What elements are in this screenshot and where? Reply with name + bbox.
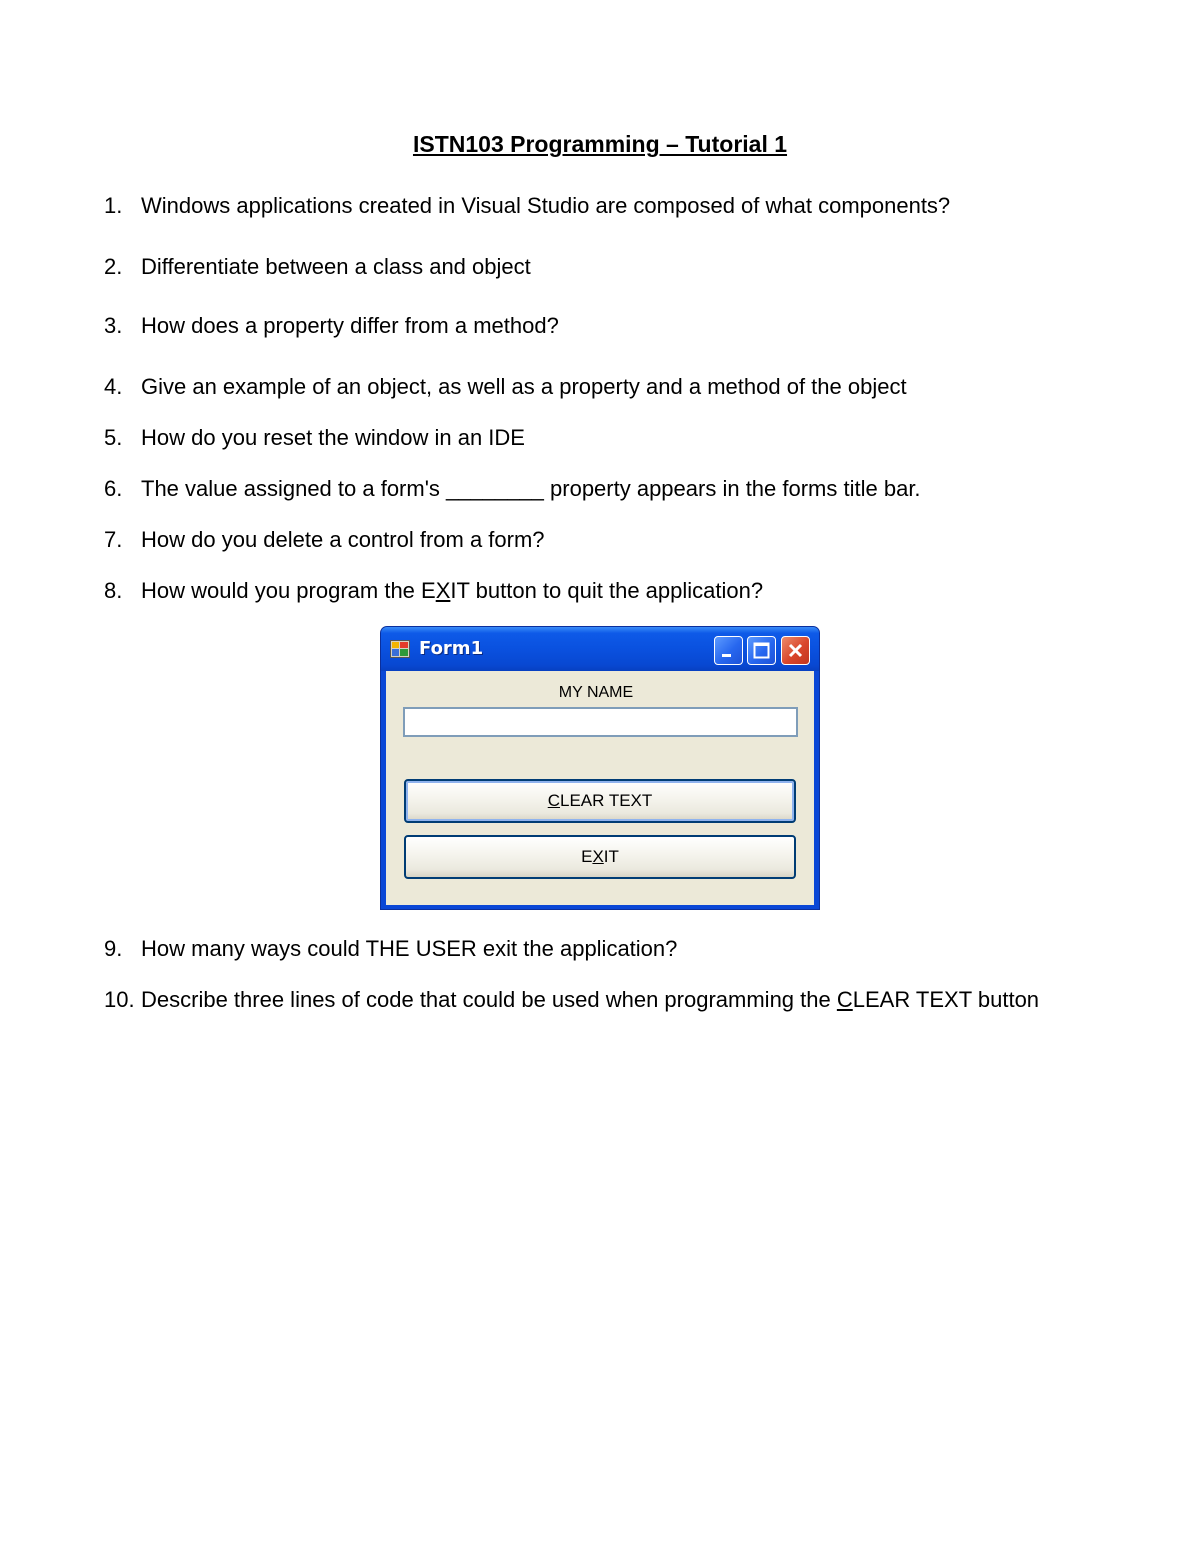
question-4	[104, 371, 1064, 402]
question-text: Give an example of an object, as well as a property and a method of the object	[141, 374, 907, 399]
question-text-after: LEAR TEXT button	[852, 987, 1040, 1012]
maximize-button[interactable]	[747, 636, 776, 665]
name-textbox[interactable]	[403, 707, 798, 737]
question-10	[104, 984, 1064, 1015]
window-title: Form1	[419, 638, 484, 659]
question-text-after: IT button to quit the application?	[450, 578, 764, 603]
question-number: 6.	[104, 476, 123, 501]
question-8	[104, 575, 1064, 606]
question-text: How do you reset the window in an IDE	[141, 425, 525, 450]
button-label-after: IT	[603, 847, 619, 866]
app-icon	[390, 640, 410, 658]
accelerator-key: C	[836, 987, 853, 1012]
question-number: 5.	[104, 425, 123, 450]
question-number: 4.	[104, 374, 123, 399]
question-number: 9.	[104, 936, 123, 961]
question-number: 2.	[104, 254, 123, 279]
question-text-before: How would you program the E	[141, 578, 436, 603]
form-client-area	[386, 671, 814, 905]
name-label: MY NAME	[558, 684, 634, 701]
question-9	[104, 933, 1064, 964]
question-text	[141, 575, 1064, 606]
question-7	[104, 524, 1064, 555]
question-text	[141, 984, 1064, 1015]
close-button[interactable]	[781, 636, 810, 665]
question-text: Differentiate between a class and object	[141, 254, 531, 279]
question-1	[104, 190, 1064, 221]
question-text: How many ways could THE USER exit the application?	[141, 936, 678, 961]
question-text: How does a property differ from a method?	[141, 313, 559, 338]
question-text: How do you delete a control from a form?	[141, 527, 545, 552]
question-2	[104, 251, 1064, 282]
exit-button[interactable]	[404, 835, 796, 879]
question-number: 3.	[104, 313, 123, 338]
minimize-button[interactable]	[714, 636, 743, 665]
minimize-icon	[715, 637, 742, 664]
accelerator-key: C	[547, 791, 560, 810]
page-title: ISTN103 Programming – Tutorial 1	[412, 131, 788, 157]
question-number: 8.	[104, 578, 123, 603]
maximize-icon	[748, 637, 775, 664]
button-label-before: E	[581, 847, 593, 866]
form1-window	[380, 626, 820, 910]
question-text: Windows applications created in Visual Studio are composed of what components?	[141, 193, 951, 218]
question-number: 7.	[104, 527, 123, 552]
accelerator-key: X	[592, 847, 604, 866]
question-5	[104, 422, 1064, 453]
question-text: The value assigned to a form's ________ property appears in the forms title bar.	[141, 476, 921, 501]
close-icon	[782, 637, 809, 664]
button-label: LEAR TEXT	[560, 791, 653, 810]
question-number: 1.	[104, 193, 123, 218]
accelerator-key: X	[435, 578, 451, 603]
question-3	[104, 310, 1064, 341]
question-text-before: Describe three lines of code that could be used when programming the	[141, 987, 837, 1012]
clear-text-button[interactable]	[404, 779, 796, 823]
question-number: 10.	[104, 987, 135, 1012]
question-6	[104, 473, 1064, 504]
title-bar[interactable]	[381, 627, 819, 671]
